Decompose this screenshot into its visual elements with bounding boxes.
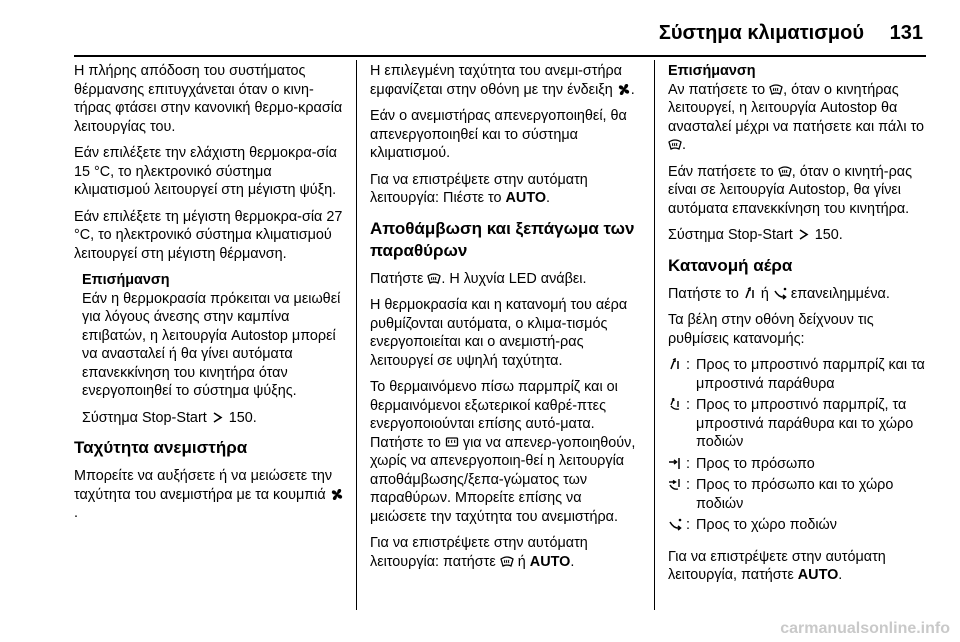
- fan-icon: [617, 83, 631, 96]
- note-title: Επισήμανση: [668, 63, 756, 79]
- rear-window-heater-icon: [445, 436, 459, 449]
- distribution-list: [668, 356, 936, 538]
- paragraph: Εάν ο ανεμιστήρας απενεργοποιηθεί, θα απενεργοποιηθεί και το σύστημα κλιματισμού.: [370, 108, 627, 161]
- section-heading: Ταχύτητα ανεμιστήρα: [74, 438, 248, 457]
- paragraph: Πατήστε το ή επανειλημμένα.: [668, 285, 890, 302]
- fan-icon: [330, 488, 344, 501]
- list-item-text: Προς το χώρο ποδιών: [696, 517, 837, 533]
- page-reference-arrow-icon: [797, 228, 811, 241]
- section-heading: Κατανομή αέρα: [668, 255, 793, 275]
- windscreen-footwell-arrow-icon: [668, 398, 682, 411]
- face-footwell-arrow-icon: [668, 478, 682, 491]
- header-rule: [74, 55, 926, 57]
- windscreen-defrost-icon: [427, 272, 441, 285]
- paragraph: Για να επιστρέψετε στην αυτόματη λειτουργία, πατήστε AUTO.: [668, 548, 886, 583]
- note-box: [668, 62, 936, 218]
- page-reference-link[interactable]: 150.: [228, 409, 257, 426]
- list-item: : Προς το μπροστινό παρμπρίζ και τα μπροστινά παράθυρα: [668, 356, 936, 396]
- paragraph: Μπορείτε να αυξήσετε ή να μειώσετε την ταχύτητα του ανεμιστήρα με τα κουμπιά .: [74, 467, 344, 523]
- page-header: [0, 0, 960, 56]
- paragraph: Πατήστε . Η λυχνία LED ανάβει.: [370, 270, 587, 287]
- paragraph: Η επιλεγμένη ταχύτητα του ανεμι‐στήρα εμφανίζεται στην οθόνη με την ένδειξη .: [370, 63, 635, 98]
- paragraph: Εάν επιλέξετε τη μέγιστη θερμοκρα‐σία 27 °C, το ηλεκτρονικό σύστημα κλιματισμού λειτουργεί στη μέγιστη θέρμανση.: [74, 208, 343, 262]
- column-3: [668, 62, 936, 593]
- paragraph: Τα βέλη στην οθόνη δείχνουν τις ρυθμίσεις κατανομής:: [668, 312, 874, 347]
- page-reference: Σύστημα Stop-Start 150.: [668, 227, 843, 243]
- windscreen-arrow-icon: [743, 287, 757, 300]
- note-box: [82, 271, 344, 427]
- list-item: : Προς το χώρο ποδιών: [668, 516, 936, 538]
- paragraph: Η θερμοκρασία και η κατανομή του αέρα ρυθμίζονται αυτόματα, ο κλιμα‐τισμός ενεργοποιείται και ο ανεμιστή‐ρας λειτουργεί σε υψηλή ταχύτητα.: [370, 297, 628, 369]
- windscreen-defrost-icon: [500, 555, 514, 568]
- list-item-text: Προς το μπροστινό παρμπρίζ και τα μπροστινά παράθυρα: [696, 357, 925, 392]
- page-number: 131: [889, 22, 923, 44]
- list-item: : Προς το πρόσωπο: [668, 455, 936, 477]
- windscreen-defrost-icon: [668, 138, 682, 151]
- list-item-text: Προς το μπροστινό παρμπρίζ, τα μπροστινά παράθυρα και το χώρο ποδιών: [696, 397, 914, 450]
- watermark: carmanualsonline.info: [780, 620, 950, 637]
- note-text: Εάν η θερμοκρασία πρόκειται να μειωθεί για λόγους άνεσης στην καμπίνα επιβατών, η λειτουργία Autostop μπορεί να ανασταλεί ή θα γίνει αυτόματα επανεκκίνηση του κινητήρα όταν ενεργοποιηθεί το σύστημα ψύξης.: [82, 290, 341, 399]
- footwell-arrow-icon: [773, 287, 787, 300]
- auto-button-label: AUTO: [505, 190, 547, 206]
- auto-button-label: AUTO: [797, 567, 839, 583]
- column-divider-1: [356, 60, 357, 610]
- paragraph: Για να επιστρέψετε στην αυτόματη λειτουργία: Πιέστε το AUTO.: [370, 171, 588, 206]
- paragraph: Εάν επιλέξετε την ελάχιστη θερμοκρα‐σία 15 °C, το ηλεκτρονικό σύστημα κλιματισμού λειτουργεί στη μέγιστη ψύξη.: [74, 145, 337, 198]
- face-arrow-icon: [668, 457, 682, 470]
- footwell-arrow-icon: [668, 518, 682, 531]
- list-item: : Προς το πρόσωπο και το χώρο ποδιών: [668, 476, 936, 516]
- windscreen-arrow-icon: [668, 358, 682, 371]
- column-1: [74, 62, 344, 531]
- note-text: Εάν πατήσετε το , όταν ο κινητή‐ρας είναι σε λειτουργία Autostop, θα γίνει αυτόματα επανεκκίνηση του κινητήρα.: [668, 163, 913, 217]
- windscreen-defrost-icon: [778, 165, 792, 178]
- auto-button-label: AUTO: [529, 553, 571, 570]
- column-divider-2: [654, 60, 655, 610]
- note-title: Επισήμανση: [82, 272, 170, 288]
- section-heading: Αποθάμβωση και ξεπάγωμα των παραθύρων: [370, 218, 635, 260]
- column-2: [370, 62, 636, 579]
- list-item: : Προς το μπροστινό παρμπρίζ, τα μπροστινά παράθυρα και το χώρο ποδιών: [668, 396, 936, 455]
- paragraph: Για να επιστρέψετε στην αυτόματη λειτουργία: πατήστε ή AUTO.: [370, 535, 588, 570]
- windscreen-defrost-icon: [769, 83, 783, 96]
- note-reference: Σύστημα Stop-Start 150.: [82, 409, 257, 426]
- page-reference-link[interactable]: 150.: [814, 227, 843, 243]
- list-item-text: Προς το πρόσωπο και το χώρο ποδιών: [696, 477, 894, 512]
- note-text: Αν πατήσετε το , όταν ο κινητήρας λειτουργεί, η λειτουργία Autostop θα ανασταλεί μέχρι να πατήσετε και πάλι το .: [668, 81, 925, 153]
- list-item-text: Προς το πρόσωπο: [696, 455, 815, 472]
- paragraph: Η πλήρης απόδοση του συστήματος θέρμανσης επιτυγχάνεται όταν ο κινη‐τήρας φτάσει στην κανονική θερμο‐κρασία λειτουργίας του.: [74, 63, 343, 135]
- paragraph: Το θερμαινόμενο πίσω παρμπρίζ και οι θερμαινόμενοι εξωτερικοί καθρέ‐πτες ενεργοποιούνται επίσης αυτό‐ματα. Πατήστε το για να απενερ‐γοποιηθούν, χωρίς να απενεργοποιη‐θεί η λειτουργία αποθάμβωσης/ξεπα‐γώματος των παραθύρων. Μπορείτε επίσης να μειώσετε την ταχύτητα του ανεμιστήρα.: [370, 379, 636, 525]
- page-reference-arrow-icon: [211, 411, 225, 424]
- page-title: Σύστημα κλιματισμού: [658, 22, 864, 44]
